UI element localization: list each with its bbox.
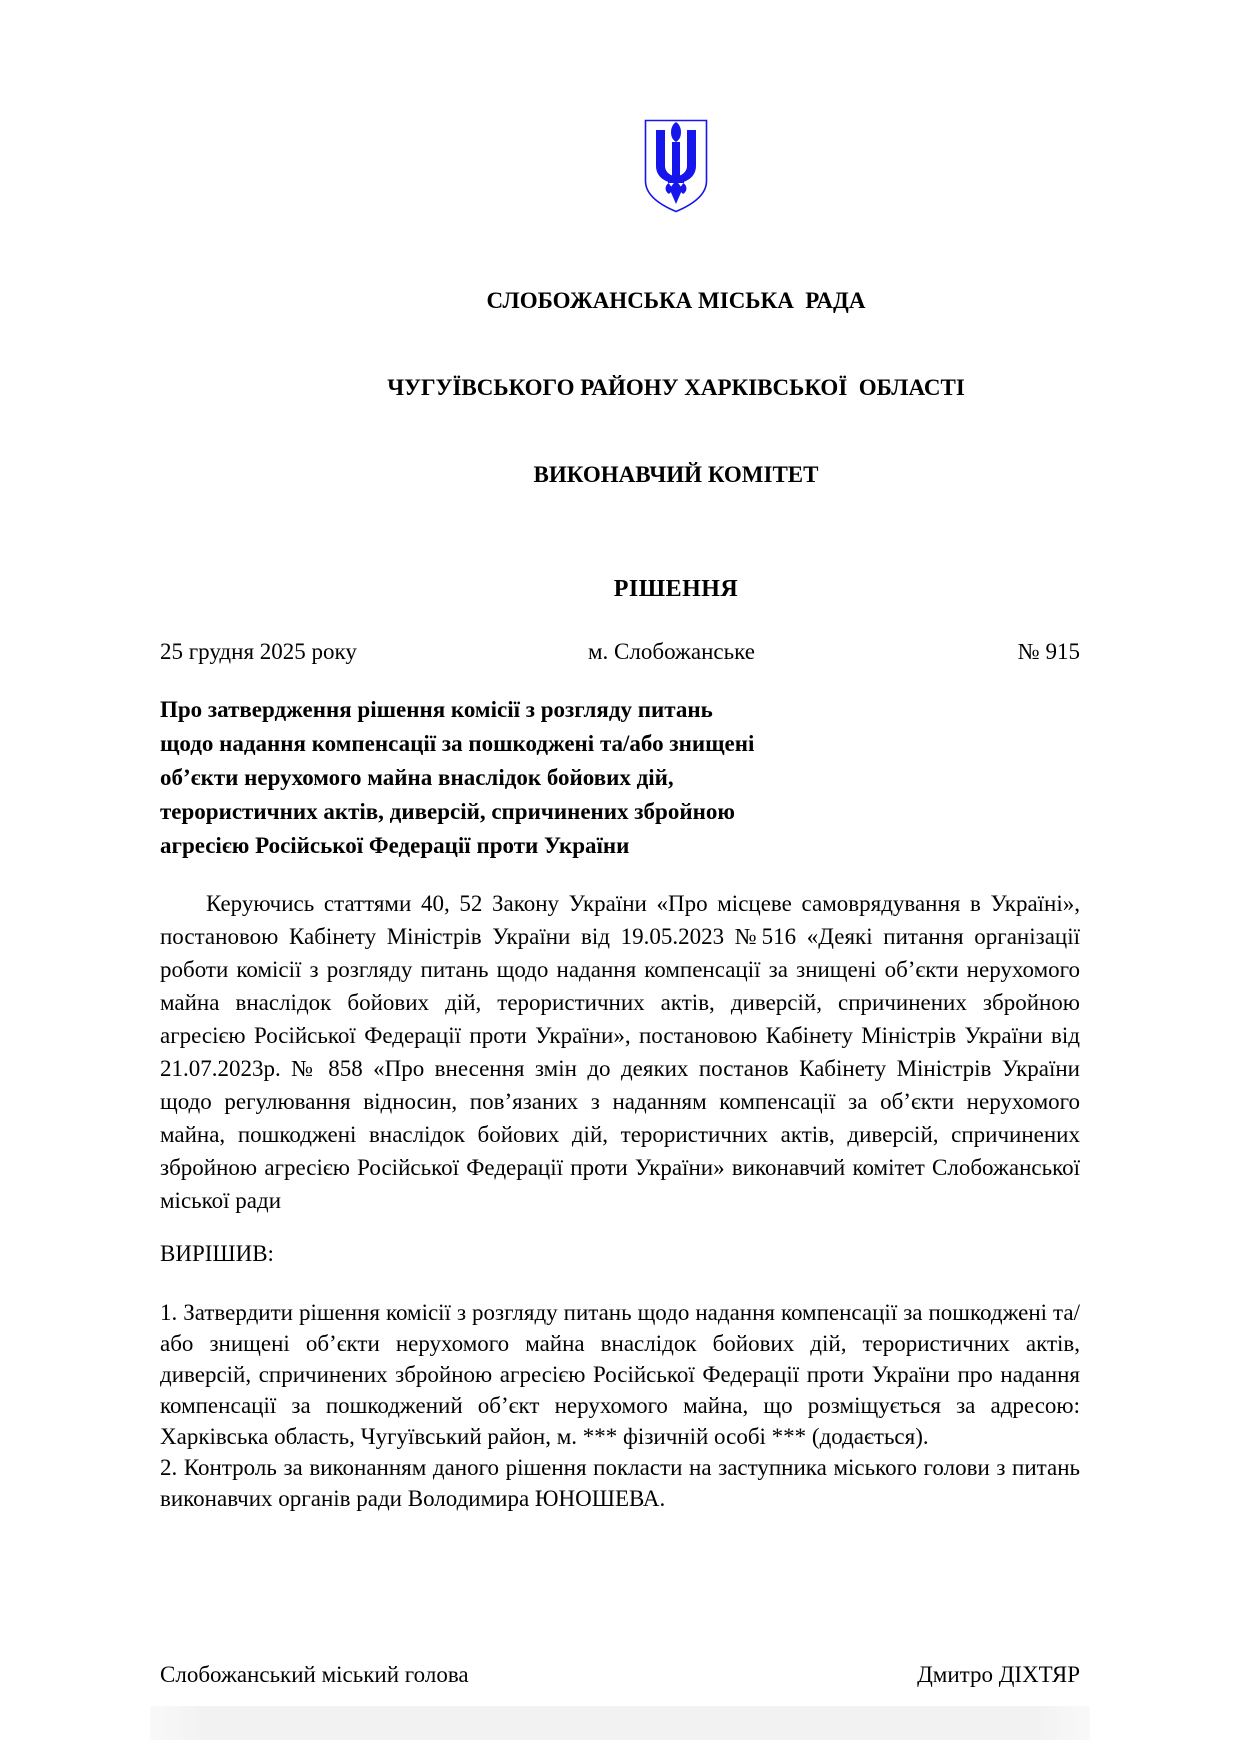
document-meta-row [160, 637, 1080, 667]
document-type-heading: РІШЕННЯ [613, 576, 739, 602]
organization-header [216, 228, 1136, 547]
signatory-name: Дмитро ДІХТЯР [917, 1662, 1080, 1687]
resolution-items [160, 1297, 1080, 1514]
org-name-line: СЛОБОЖАНСЬКА МІСЬКА РАДА [486, 288, 866, 313]
title-line: об’єкти нерухомого майна внаслідок бойових дій, [160, 765, 674, 790]
document-number: № 915 [1017, 639, 1080, 664]
org-district-line: ЧУГУЇВСЬКОГО РАЙОНУ ХАРКІВСЬКОЇ ОБЛАСТІ [387, 375, 965, 400]
document-date: 25 грудня 2025 року [160, 639, 357, 664]
document-place: м. Слобожанське [588, 639, 755, 664]
resolution-item-1: 1. Затвердити рішення комісії з розгляду питань щодо надання компенсації за пошкоджені та/або знищені об’єкти нерухомого майна внаслідок бойових дій, терористичних актів, диверсій, спричинених збройною агресією Російської Федерації проти України про надання компенсації за пошкоджений об’єкт нерухомого майна, що розміщується за адресою: Харківська область, Чугуївський район, м. *** фізичній особі *** (додається). [160, 1300, 1080, 1449]
resolution-item-2: 2. Контроль за виконанням даного рішення покласти на заступника міського голови з питань виконавчих органів ради Володимира ЮНОШЕВА. [160, 1455, 1080, 1511]
coat-of-arms [643, 118, 709, 214]
resolution-label: ВИРІШИВ: [160, 1241, 274, 1266]
title-line: терористичних актів, диверсій, спричинених збройною [160, 799, 735, 824]
title-line: агресією Російської Федерації проти України [160, 833, 630, 858]
title-line: Про затвердження рішення комісії з розгляду питань [160, 697, 713, 722]
document-title [160, 693, 1080, 863]
ukraine-trident-icon [643, 118, 709, 214]
title-line: щодо надання компенсації за пошкоджені та/або знищені [160, 731, 755, 756]
signatory-position: Слобожанський міський голова [160, 1662, 469, 1687]
org-committee-line: ВИКОНАВЧИЙ КОМІТЕТ [533, 462, 819, 487]
preamble-paragraph: Керуючись статтями 40, 52 Закону України «Про місцеве самоврядування в Україні», постановою Кабінету Міністрів України від 19.05.2023 №516 «Деякі питання організації роботи комісії з розгляду питань щодо надання компенсації за знищені об’єкти нерухомого майна внаслідок бойових дій, терористичних актів, диверсій, спричинених збройною агресією Російської Федерації проти України», постановою Кабінету Міністрів України від 21.07.2023р. № 858 «Про внесення змін до деяких постанов Кабінету Міністрів України щодо регулювання відносин, пов’язаних з наданням компенсації за об’єкти нерухомого майна, пошкоджені внаслідок бойових дій, терористичних актів, диверсій, спричинених збройною агресією Російської Федерації проти України» виконавчий комітет Слобожанської міської ради [160, 891, 1080, 1213]
redacted-stamp-area [150, 1706, 1090, 1740]
signature-row [160, 1660, 1080, 1690]
